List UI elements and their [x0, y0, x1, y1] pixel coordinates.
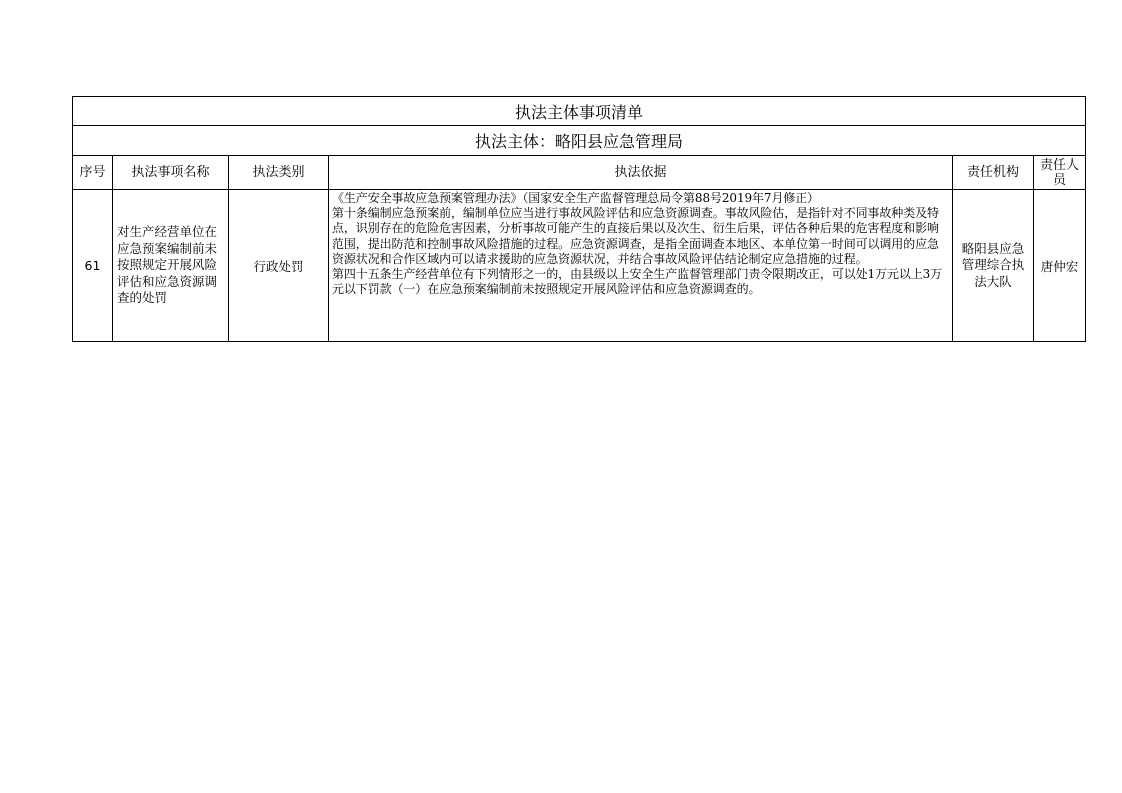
header-person: 责任人员 [1034, 156, 1086, 190]
item-type: 行政处罚 [229, 190, 329, 342]
header-type: 执法类别 [229, 156, 329, 190]
header-name: 执法事项名称 [113, 156, 229, 190]
item-name: 对生产经营单位在应急预案编制前未按照规定开展风险评估和应急资源调查的处罚 [113, 190, 229, 342]
responsible-person: 唐仲宏 [1034, 190, 1086, 342]
subject-row [73, 126, 1086, 156]
legal-basis [329, 190, 953, 342]
header-no: 序号 [73, 156, 113, 190]
responsible-org: 略阳县应急管理综合执法大队 [953, 190, 1034, 342]
enforcement-items-table [72, 96, 1086, 342]
document-title: 执法主体事项清单 [73, 97, 1086, 126]
basis-regulation: 《生产安全事故应急预案管理办法》（国家安全生产监督管理总局令第88号2019年7月修正） [332, 191, 820, 205]
header-org: 责任机构 [953, 156, 1034, 190]
table-row [73, 190, 1086, 342]
enforcement-subject: 执法主体：略阳县应急管理局 [73, 126, 1086, 156]
header-row [73, 156, 1086, 190]
basis-article-10: 第十条编制应急预案前，编制单位应当进行事故风险评估和应急资源调查。事故风险估，是指针对不同事故种类及特点，识别存在的危险危害因素，分析事故可能产生的直接后果以及次生、衍生后果，评估各种后果的危害程度和影响范围，提出防范和控制事故风险措施的过程。应急资源调查，是指全面调查本地区、本单位第一时间可以调用的应急资源状况和合作区域内可以请求援助的应急资源状况，并结合事故风险评估结论制定应急措施的过程。 [332, 206, 939, 266]
basis-article-45: 第四十五条生产经营单位有下列情形之一的，由县级以上安全生产监督管理部门责令限期改正，可以处1万元以上3万元以下罚款（一）在应急预案编制前未按照规定开展风险评估和应急资源调查的。 [332, 267, 943, 297]
header-basis: 执法依据 [329, 156, 953, 190]
title-row [73, 97, 1086, 126]
row-number: 61 [73, 190, 113, 342]
